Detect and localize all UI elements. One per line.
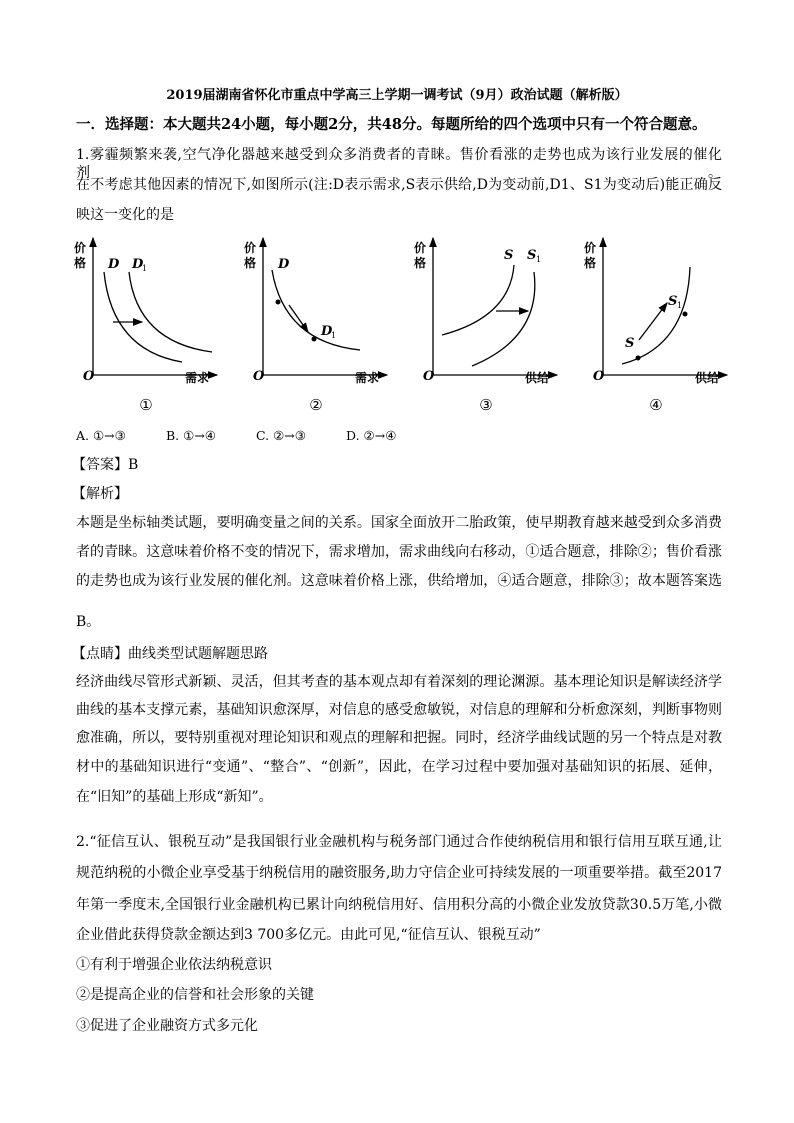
option-b: B. ①→④	[166, 428, 217, 443]
svg-text:价: 价	[244, 241, 257, 255]
svg-text:需求: 需求	[355, 371, 380, 385]
option-c: C. ②→③	[256, 428, 306, 443]
svg-text:价: 价	[584, 241, 597, 255]
svg-text:S: S	[668, 294, 678, 309]
analysis-line: 的走势也成为该行业发展的催化剂。这意味着价格上涨，供给增加，④适合题意，排除③；故本题答案选	[76, 573, 722, 589]
q2-item: ③促进了企业融资方式多元化	[76, 1018, 258, 1034]
tip-line: 曲线的基本支撑元素，基础知识愈深厚，对信息的感受愈敏锐，对信息的理解和分析愈深刻，判断事物则	[76, 702, 722, 718]
tip-line: 在“旧知”的基础上形成“新知”。	[76, 789, 273, 805]
graph-demand-shift	[72, 232, 222, 392]
graph-demand-movement	[242, 232, 392, 392]
svg-text:需求: 需求	[185, 371, 210, 385]
svg-text:供给: 供给	[695, 371, 720, 385]
svg-text:S: S	[504, 248, 514, 263]
svg-text:S: S	[527, 248, 537, 263]
svg-text:1: 1	[536, 255, 542, 264]
svg-text:O: O	[423, 369, 435, 384]
q2-text-line: 年第一季度末,全国银行业金融机构已累计向纳税信用好、信用积分高的小微企业发放贷款30.5万笔,小微	[76, 897, 722, 913]
q1-text-line: 映这一变化的是	[76, 207, 174, 223]
answer: 【答案】B	[72, 457, 139, 473]
svg-text:格: 格	[244, 256, 257, 270]
graph-supply-shift	[412, 232, 562, 392]
svg-text:格: 格	[414, 256, 427, 270]
q1-text-line: 1.雾霾频繁来袭,空气净化器越来越受到众多消费者的青睐。售价看涨的走势也成为该行业发展的催化剂。	[76, 147, 722, 181]
analysis-line: 本题是坐标轴类试题，要明确变量之间的关系。国家全面放开二胎政策，使早期教育越来越受到众多消费	[76, 515, 722, 531]
svg-text:价: 价	[414, 241, 427, 255]
option-a: A. ①→③	[76, 428, 126, 443]
tip-line: 愈准确，所以，要特别重视对理论知识和观点的理解和把握。同时，经济学曲线试题的另一个特点是对教	[76, 730, 722, 746]
svg-text:D: D	[108, 257, 120, 272]
graph-number: ③	[479, 396, 493, 414]
q2-item: ①有利于增强企业依法纳税意识	[76, 957, 272, 973]
svg-text:O: O	[83, 369, 95, 384]
svg-text:O: O	[593, 369, 605, 384]
svg-text:格: 格	[74, 256, 87, 270]
svg-text:1: 1	[331, 331, 337, 340]
tip-line: 经济曲线尽管形式新颖、灵活，但其考查的基本观点却有着深刻的理论渊源。基本理论知识是解读经济学	[76, 674, 722, 690]
document-title: 2019届湖南省怀化市重点中学高三上学期一调考试（9月）政治试题（解析版）	[166, 88, 628, 103]
svg-text:D: D	[278, 257, 290, 272]
svg-text:O: O	[253, 369, 265, 384]
q1-text-line: 在不考虑其他因素的情况下,如图所示(注:D表示需求,S表示供给,D为变动前,D1、S1为变动后)能正确反	[76, 177, 722, 193]
svg-text:供给: 供给	[525, 371, 550, 385]
q2-text-line: 规范纳税的小微企业享受基于纳税信用的融资服务,助力守信企业可持续发展的一项重要举措。截至2017	[76, 865, 722, 881]
svg-text:格: 格	[584, 256, 597, 270]
svg-text:S: S	[625, 336, 635, 351]
section-heading: 一．选择题：本大题共24小题，每小题2分，共48分。每题所给的四个选项中只有一个符合题意。	[76, 116, 707, 133]
graph-number: ②	[309, 396, 323, 414]
svg-text:1: 1	[677, 301, 683, 310]
q2-text-line: 企业借此获得贷款金额达到3 700多亿元。由此可见,“征信互认、银税互动”	[76, 927, 541, 943]
curve-d1	[129, 272, 212, 352]
svg-text:D: D	[321, 324, 333, 339]
svg-text:价: 价	[74, 241, 87, 255]
svg-text:D: D	[132, 257, 144, 272]
tip-heading: 【点睛】曲线类型试题解题思路	[72, 646, 268, 662]
curve-d	[104, 272, 182, 362]
svg-text:1: 1	[142, 264, 148, 273]
graph-number: ④	[649, 396, 663, 414]
graph-supply-movement	[582, 232, 732, 392]
tip-line: 材中的基础知识进行“变通”、“整合”、“创新”，因此，在学习过程中要加强对基础知识的拓展、延伸，	[76, 759, 722, 775]
option-d: D. ②→④	[346, 428, 397, 443]
q2-item: ②是提高企业的信誉和社会形象的关键	[76, 987, 314, 1003]
graph-number: ①	[139, 396, 153, 414]
analysis-line: B。	[76, 614, 101, 630]
q2-text-line: 2.“征信互认、银税互动”是我国银行业金融机构与税务部门通过合作使纳税信用和银行信用互联互通,让	[76, 834, 722, 850]
analysis-line: 者的青睐。这意味着价格不变的情况下，需求增加，需求曲线向右移动，①适合题意，排除②；售价看涨	[76, 544, 722, 560]
analysis-heading: 【解析】	[72, 486, 128, 502]
